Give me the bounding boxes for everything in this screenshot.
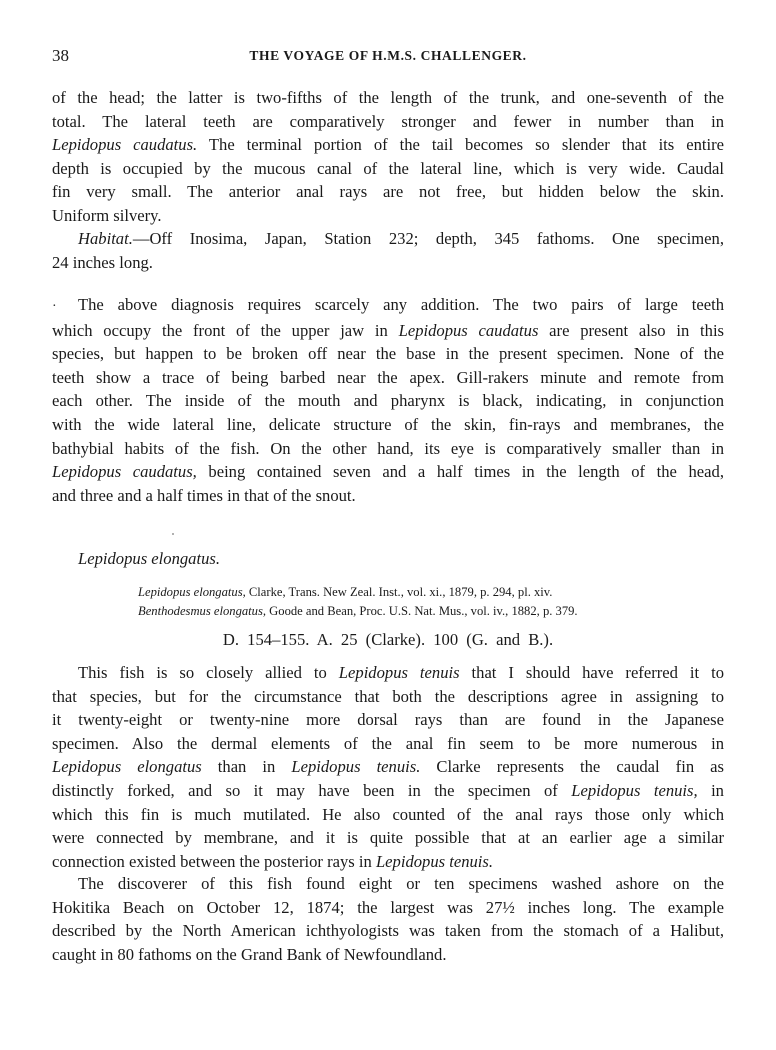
text-line: distinctly forked, and so it may have been in the specimen of Lepidopus tenuis, in	[52, 780, 724, 800]
text-line: Lepidopus elongatus than in Lepidopus tenuis. Clarke represents the caudal fin as	[52, 757, 724, 777]
species-name: Lepidopus tenuis	[338, 663, 460, 682]
page-number: 38	[52, 46, 69, 65]
text-line: Habitat.—Off Inosima, Japan, Station 232; depth, 345 fathoms. One specimen,	[78, 229, 724, 248]
text-line: species, but happen to be broken off near the base in the present specimen. None of the	[52, 344, 724, 364]
running-title: THE VOYAGE OF H.M.S. CHALLENGER.	[249, 48, 527, 63]
species-name: Lepidopus elongatus	[52, 757, 202, 777]
text-line: which occupy the front of the upper jaw in Lepidopus caudatus are present also in this	[52, 320, 725, 340]
synonym-name: Lepidopus elongatus,	[138, 585, 246, 599]
text-line: Uniform silvery.	[52, 205, 162, 225]
text-line: total. The lateral teeth are comparatively stronger and fewer in number than in	[52, 111, 724, 131]
paragraph-habitat	[52, 227, 724, 274]
stray-mark: ·	[52, 299, 57, 314]
synonym-name: Benthodesmus elongatus,	[138, 604, 267, 618]
text-line: This fish is so closely allied to Lepidopus tenuis that I should have referred it to	[78, 663, 724, 682]
text-line: and three and a half times in that of the snout.	[52, 485, 356, 505]
synonym-citation: Benthodesmus elongatus, Goode and Bean, Proc. U.S. Nat. Mus., vol. iv., 1882, p. 379.	[138, 604, 578, 618]
synonym-citation: Lepidopus elongatus, Clarke, Trans. New Zeal. Inst., vol. xi., 1879, p. 294, pl. xiv.	[138, 585, 553, 599]
paragraph-specimens	[52, 872, 724, 966]
text-line: depth is occupied by the mucous canal of the lateral line, which is very wide. Caudal	[52, 158, 724, 178]
text-line: specimen. Also the dermal elements of the anal fin seem to be more numerous in	[52, 733, 724, 753]
text-line: Lepidopus caudatus, being contained seven and a half times in the length of the head,	[52, 462, 724, 482]
fin-ray-formula: D. 154–155. A. 25 (Clarke). 100 (G. and B.).	[222, 630, 554, 649]
text-line: which this fin is much mutilated. He also counted of the anal rays those only which	[52, 804, 724, 824]
paragraph-discussion	[52, 293, 724, 507]
text-line: with the wide lateral line, delicate structure of the skin, fin-rays and membranes, the	[52, 414, 724, 434]
text-line: each other. The inside of the mouth and pharynx is black, indicating, in conjunction	[52, 391, 724, 411]
text-line: Hokitika Beach on October 12, 1874; the largest was 27½ inches long. The example	[52, 897, 724, 917]
text-line: were connected by membrane, and it is quite possible that at an earlier age a similar	[52, 828, 724, 848]
page-header	[52, 46, 724, 68]
text-line: described by the North American ichthyologists was taken from the stomach of a Halibut,	[52, 921, 724, 941]
text-line: of the head; the latter is two-fifths of the length of the trunk, and one-seventh of the	[52, 88, 724, 107]
species-name: Lepidopus tenuis,	[571, 780, 698, 800]
species-heading: Lepidopus elongatus.	[78, 549, 220, 568]
text-line: 24 inches long.	[52, 252, 153, 272]
text-line: bathybial habits of the fish. On the other hand, its eye is comparatively smaller than in	[52, 438, 724, 458]
paragraph-diagnosis-continued	[52, 86, 724, 228]
species-name: Lepidopus caudatus	[398, 320, 539, 340]
habitat-label: Habitat.	[78, 229, 133, 248]
species-name: Lepidopus tenuis.	[375, 851, 494, 871]
text-line: Lepidopus caudatus. The terminal portion of the tail becomes so slender that its entire	[52, 135, 724, 155]
paper-speck	[172, 533, 174, 535]
text-line: caught in 80 fathoms on the Grand Bank of Newfoundland.	[52, 944, 447, 964]
text-line: teeth show a trace of being barbed near the apex. Gill-rakers minute and remote from	[52, 367, 724, 387]
text-line: connection existed between the posterior rays in Lepidopus tenuis.	[52, 851, 494, 871]
text-line: fin very small. The anterior anal rays are not free, but hidden below the skin.	[52, 182, 724, 202]
species-name: Lepidopus caudatus.	[52, 135, 198, 155]
text-line: · The above diagnosis requires scarcely any addition. The two pairs of large teeth	[52, 293, 724, 319]
text-line: it twenty-eight or twenty-nine more dorsal rays than are found in the Japanese	[52, 710, 724, 730]
text-line: that species, but for the circumstance that both the descriptions agree in assigning to	[52, 686, 724, 706]
paragraph-comparison	[52, 661, 724, 873]
text-line: The discoverer of this fish found eight or ten specimens washed ashore on the	[78, 874, 724, 893]
species-name: Lepidopus tenuis.	[291, 757, 421, 777]
species-name: Lepidopus caudatus,	[52, 462, 197, 482]
